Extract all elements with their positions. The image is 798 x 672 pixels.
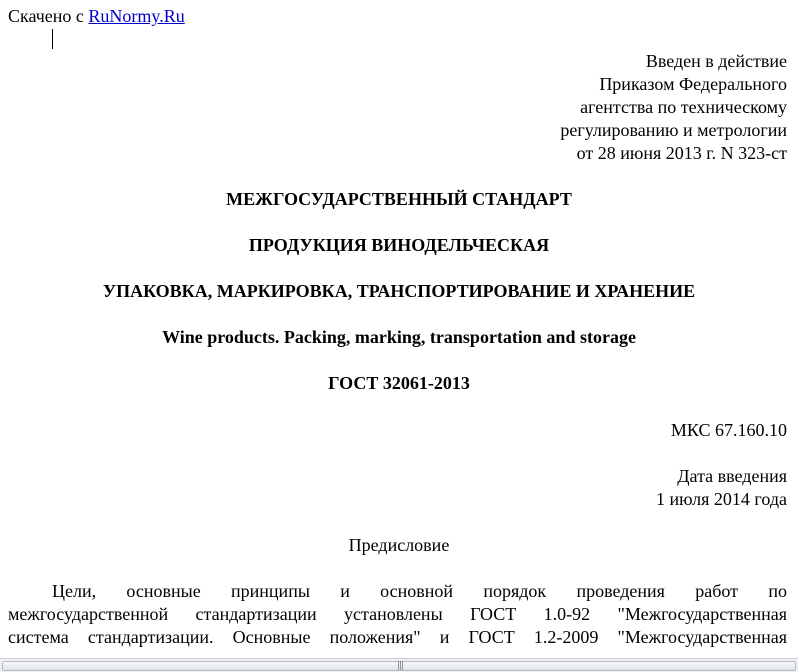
enactment-line-2: Приказом Федерального <box>599 74 787 94</box>
download-source-line <box>8 5 185 28</box>
text-cursor <box>52 29 53 49</box>
standard-type-title: МЕЖГОСУДАРСТВЕННЫЙ СТАНДАРТ <box>226 189 572 209</box>
enactment-line-5: от 28 июня 2013 г. N 323-ст <box>576 143 787 163</box>
preface-line-1: Цели, основные принципы и основной порядок проведения работ по <box>52 581 787 601</box>
mks-code: МКС 67.160.10 <box>670 420 787 440</box>
downloaded-prefix: Скачено с <box>8 6 84 26</box>
scrollbar-grip-icon: ||| <box>397 661 404 671</box>
preface-heading: Предисловие <box>348 535 450 555</box>
source-link[interactable]: RuNormy.Ru <box>88 6 185 26</box>
horizontal-scrollbar[interactable] <box>0 658 798 672</box>
introduction-date: 1 июля 2014 года <box>656 489 787 509</box>
enactment-line-3: агентства по техническому <box>580 97 787 117</box>
subject-title: УПАКОВКА, МАРКИРОВКА, ТРАНСПОРТИРОВАНИЕ И ХРАНЕНИЕ <box>102 281 696 301</box>
enactment-line-4: регулированию и метрологии <box>560 120 787 140</box>
product-title: ПРОДУКЦИЯ ВИНОДЕЛЬЧЕСКАЯ <box>248 235 550 255</box>
preface-line-2: межгосударственной стандартизации установлены ГОСТ 1.0-92 "Межгосударственная <box>8 604 787 624</box>
introduction-label: Дата введения <box>677 466 787 486</box>
scrollbar-thumb[interactable] <box>2 661 796 671</box>
preface-line-3: система стандартизации. Основные положения" и ГОСТ 1.2-2009 "Межгосударственная <box>8 627 787 647</box>
enactment-line-1: Введен в действие <box>645 51 787 71</box>
standard-code: ГОСТ 32061-2013 <box>328 373 470 393</box>
english-title: Wine products. Packing, marking, transportation and storage <box>162 327 636 347</box>
